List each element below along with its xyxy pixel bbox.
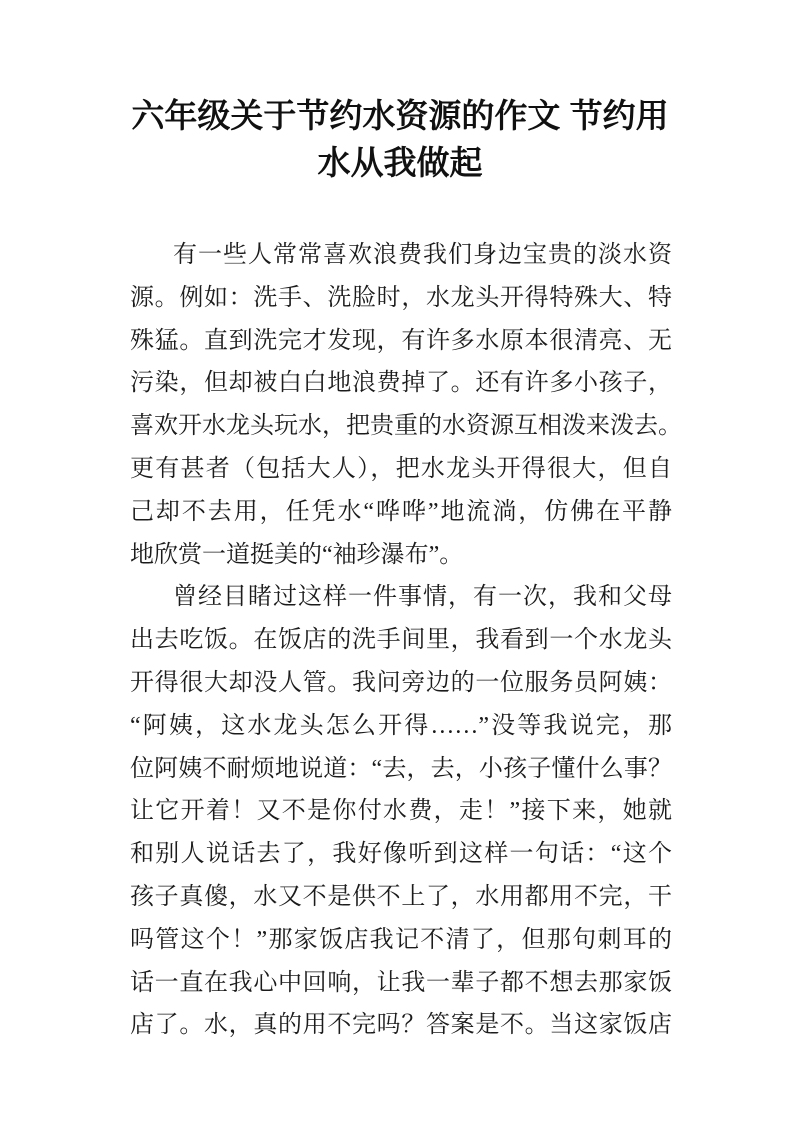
text-line: 污染，但却被白白地浪费掉了。还有许多小孩子， [130, 370, 672, 397]
text-line: 曾经目睹过这样一件事情，有一次，我和父母 [173, 584, 672, 611]
essay-title [110, 92, 690, 186]
text-line: 话一直在我心中回响，让我一辈子都不想去那家饭 [130, 969, 672, 996]
text-line: “阿姨，这水龙头怎么开得……”没等我说完，那 [130, 712, 672, 739]
text-line: 吗管这个！”那家饭店我记不清了，但那句刺耳的 [130, 926, 672, 953]
text-line: 喜欢开水龙头玩水，把贵重的水资源互相泼来泼去。 [130, 413, 682, 440]
text-line: 有一些人常常喜欢浪费我们身边宝贵的淡水资 [173, 242, 672, 268]
essay-body [130, 234, 682, 1047]
text-line: 更有甚者（包括大人），把水龙头开得很大，但自 [130, 455, 672, 482]
paragraph-2 [130, 576, 672, 1047]
text-line: 位阿姨不耐烦地说道：“去，去，小孩子懂什么事？ [130, 755, 672, 782]
paragraph-1 [130, 234, 682, 576]
text-line: 和别人说话去了，我好像听到这样一句话：“这个 [130, 841, 672, 868]
title-line-1: 六年级关于节约水资源的作文 节约用 [131, 97, 669, 134]
text-line: 开得很大却没人管。我问旁边的一位服务员阿姨： [130, 669, 672, 696]
text-line: 地欣赏一道挺美的“袖珍瀑布”。 [130, 541, 464, 568]
text-line: 源。例如：洗手、洗脸时，水龙头开得特殊大、特 [130, 284, 672, 311]
text-line: 殊猛。直到洗完才发现，有许多水原本很清亮、无 [130, 327, 672, 354]
text-line: 让它开着！又不是你付水费，走！”接下来，她就 [130, 798, 672, 825]
text-line: 店了。水，真的用不完吗？答案是不。当这家饭店 [130, 1012, 672, 1039]
text-line: 孩子真傻，水又不是供不上了，水用都用不完，干 [130, 883, 672, 910]
text-line: 己却不去用，任凭水“哗哗”地流淌，仿佛在平静 [130, 498, 672, 525]
title-line-2: 水从我做起 [317, 144, 483, 181]
text-line: 出去吃饭。在饭店的洗手间里，我看到一个水龙头 [130, 627, 672, 654]
